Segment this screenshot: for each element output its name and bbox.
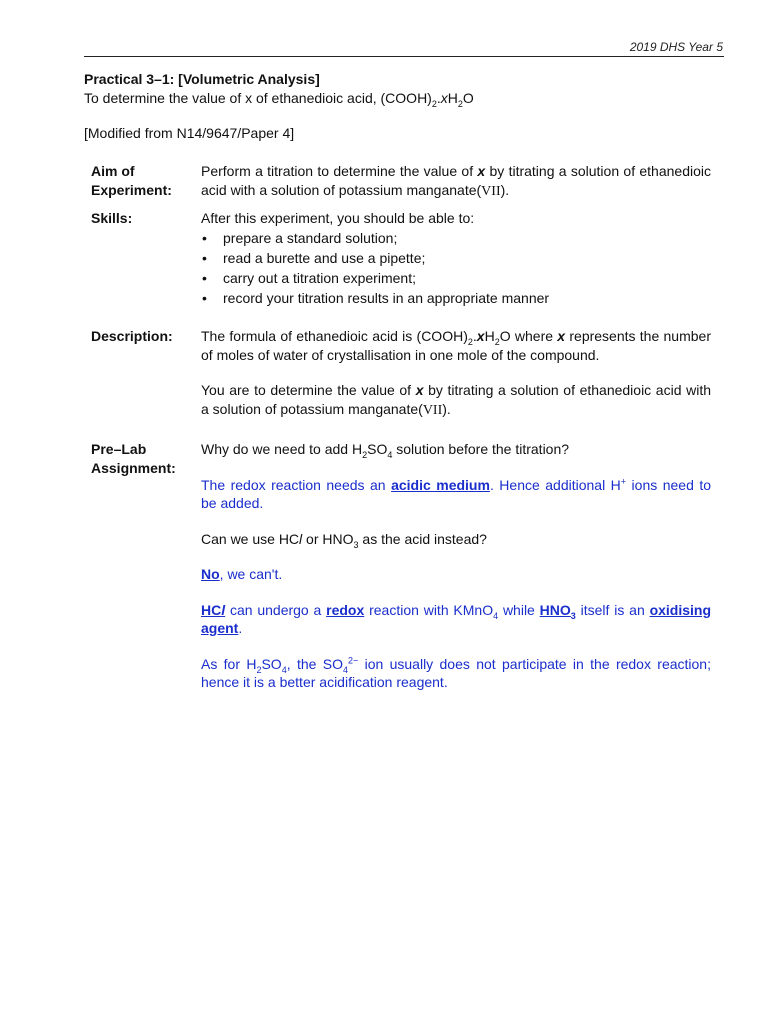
prelab-question-1: Why do we need to add $H_2SO_4$ solution before the titration?	[201, 441, 570, 460]
prelab-answer-2: No, we can't.	[201, 566, 283, 582]
description-paragraph-2: You are to determine the value of x by titrating a solution of ethanedioic acid with a solution of potassium manganate(VII).	[201, 382, 711, 418]
description-label: Description:	[91, 328, 173, 344]
header-text: 2019 DHS Year 5	[629, 40, 723, 54]
description-content	[201, 327, 711, 420]
skills-intro: After this experiment, you should be able to:	[201, 210, 475, 226]
aim-content: Perform a titration to determine the value of x by titrating a solution of ethanedioic acid with a solution of potassium manganate(VII).	[201, 163, 711, 199]
list-item: • prepare a standard solution;	[201, 228, 711, 248]
list-item: • carry out a titration experiment;	[201, 268, 711, 288]
title-block	[84, 70, 724, 108]
practical-title: Practical 3–1: [Volumetric Analysis]	[84, 71, 320, 87]
modified-source: [Modified from N14/9647/Paper 4]	[84, 125, 295, 141]
aim-label: Aim of Experiment:	[91, 163, 172, 198]
prelab-answer-4: As for $H_2SO_4$, the $SO_4^{2-}$ ion usually does not participate in the redox reaction; hence it is a better acidification reagent.	[201, 654, 711, 690]
description-paragraph-1: The formula of ethanedioic acid is $(COOH)_2.xH_2O$ where x represents the number of moles of water of crystallisation in one mole of the compound.	[201, 328, 711, 363]
header-divider	[84, 56, 724, 57]
prelab-content	[201, 440, 711, 692]
prelab-label: Pre–Lab Assignment:	[91, 441, 176, 476]
skills-list	[201, 228, 711, 308]
prelab-answer-1: The redox reaction needs an acidic medium. Hence additional H+ ions need to be added.	[201, 475, 712, 511]
skills-label: Skills:	[91, 210, 133, 226]
skills-content	[201, 209, 711, 308]
prelab-question-2: Can we use HCl or $HNO_3$ as the acid instead?	[201, 530, 487, 550]
prelab-answer-3: HCl can undergo a redox reaction with KMnO$_4$ while $HNO_3$ itself is an oxidising agent.	[201, 601, 712, 636]
list-item: • read a burette and use a pipette;	[201, 248, 711, 268]
list-item: • record your titration results in an appropriate manner	[201, 288, 711, 308]
practical-subtitle: To determine the value of x of ethanedioic acid, $(COOH)_2.xH_2O$	[84, 90, 474, 109]
